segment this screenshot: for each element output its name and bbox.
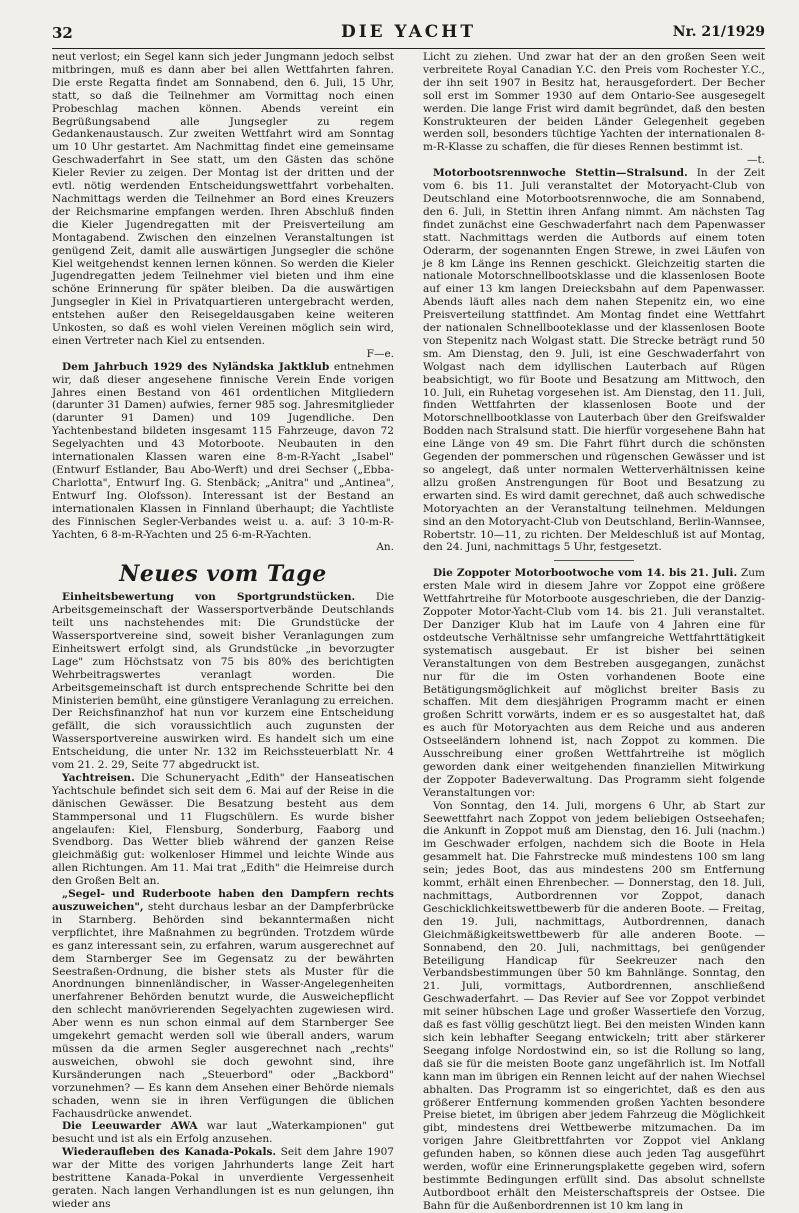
article-heading: Motorbootsrennwoche Stettin—Stralsund. [433,167,688,180]
article-body: Die Arbeitsgemeinschaft der Wassersportverbände Deutschlands teilt uns nachstehendes mit: Die Grundstücke der Wassersportvereine sind, soweit bisher Veranlagungen zum Einheitswert erfolgt sind, als Grundstücke „in bevorzugter Lage" zum Höchstsatz von 75 bis 80% des berichtigten Wehrbeitragswertes veranlagt worden. Die Arbeitsgemeinschaft ist durch entsprechende Schritte bei den Ministerien bemüht, eine günstigere Veranlagung zu erreichen. Der Reichsfinanzhof hat nun vor kurzem eine Entscheidung gefällt, die sich voraussichtlich auch zugunsten der Wassersportvereine auswirken wird. Es handelt sich um eine Entscheidung, die unter Nr. 132 im Reichssteuerblatt Nr. 4 vom 21. 2. 29, Seite 77 abgedruckt ist. [52,591,394,772]
divider [554,560,634,561]
article-heading: Die Zoppoter Motorbootwoche vom 14. bis 21. Juli. [433,567,738,580]
article-paragraph [423,167,765,554]
article-paragraph [52,772,394,888]
article-heading: Einheitsbewertung von Sportgrundstücken. [62,591,356,604]
article-body: Seit dem Jahre 1907 war der Mitte des vorigen Jahrhunderts lange Zeit hart bestrittene Kanada-Pokal in unverdiente Vergessenheit geraten. Nach langen Verhandlungen ist es nun gelungen, ihn wieder ans [52,1146,394,1210]
article-paragraph [52,888,394,1120]
article-paragraph: Von Sonntag, den 14. Juli, morgens 6 Uhr, ab Start zur Seewettfahrt nach Zoppot von jedem beliebigen Ostseehafen; die Ankunft in Zoppot muß am Dienstag, den 16. Juli (nachm.) im Geschwader erfolgen, nachdem sich die Boote in Hela gesammelt hat. Die Fahrstrecke muß mindestens 100 sm lang sein; jedes Boot, das aus mindestens 200 sm Entfernung kommt, erhält einen Ehrenbecher. — Donnerstag, den 18. Juli, nachmittags, Autbordrennen vor Zoppot, danach Geschicklichkeitswettbewerb für die anderen Boote. — Freitag, den 19. Juli, nachmittags, Autbordrennen, danach Gleichmäßigkeitswettbewerb für alle anderen Boote. — Sonnabend, den 20. Juli, nachmittags, bei genügender Beteiligung Handicap für Seekreuzer nach den Verbandsbestimmungen über 50 km Bahnlänge. Sonntag, den 21. Juli, vormittags, Autbordrennen, anschließend Geschwaderfahrt. — Das Revier auf See vor Zoppot verbindet mit seiner hübschen Lage und großer Wassertiefe den Vorzug, daß es fast völlig geschützt liegt. Bei den meisten Winden kann sich kein lebhafter Seegang entwickeln; tritt aber stärkerer Seegang infolge Nordostwind ein, so ist die Rollung so lang, daß sie für die meisten Boote ganz ungefährlich ist. Im Notfall kann man im übrigen ein Rennen leicht auf der nahen Wiechsel abhalten. Das Programm ist so eingerichtet, daß es den aus größerer Entfernung kommenden großen Yachten besondere Preise bietet, im übrigen aber jedem Fahrzeug die Möglichkeit gibt, mindestens drei Wettbewerbe mitzumachen. Da im vorigen Jahre Gleitbrettfahrten vor Zoppot viel Anklang gefunden haben, so können diese auch jeden Tag ausgeführt werden, wofür eine Erinnerungsplakette gegeben wird, sofern bestimmte Bedingungen erfüllt sind. Das absolut schnellste Autbordboot erhält den Meisterschaftspreis der Ostsee. Die Bahn für die Außenbordrennen ist 10 km lang in [423,799,765,1212]
article-body: entnehmen wir, daß dieser angesehene finnische Verein Ende vorigen Jahres einen Bestand von 461 ordentlichen Mitgliedern (darunter 31 Damen) aufwies, ferner 985 sog. Jahresmitglieder (darunter 91 Damen) und 109 Jugendliche. Den Yachtenbestand bildeten insgesamt 115 Fahrzeuge, davon 72 Segelyachten und 43 Motorboote. Neubauten in den internationalen Klassen waren eine 8-m-R-Yacht „Isabel" (Entwurf Estlander, Bau Abo-Werft) und drei Sechser („Ebba-Charlotta", Entwurf Ing. G. Stenbäck; „Anitra" und „Antinea", Entwurf Ing. Olofsson). Interessant ist der Bestand an internationalen Klassen in Finnland überhaupt; die Yachtliste des Finnischen Segler-Verbandes weist u. a. auf: 3 10-m-R-Yachten, 6 8-m-R-Yachten und 25 6-m-R-Yachten. [52,360,394,541]
article-paragraph [52,1120,394,1146]
page-header [52,22,765,49]
magazine-title: DIE YACHT [340,22,477,42]
article-heading: Dem Jahrbuch 1929 des Nyländska Jaktklub [62,360,330,373]
article-heading: Die Leeuwarder AWA [62,1120,198,1133]
article-body: In der Zeit vom 6. bis 11. Juli veranstaltet der Motoryacht-Club von Deutschland eine Motorbootsrennwoche, die am Sonnabend, den 6. Juli, in Stettin ihren Anfang nimmt. Am nächsten Tag findet zunächst eine Geschwaderfahrt nach dem Papenwasser statt. Nachmittags werden die Autbords auf einem toten Oderarm, der sogenannten Engen Strewe, in zwei Läufen von je 8 km Länge ins Rennen geschickt. Gleichzeitig starten die nationale Motorschnellbootsklasse und die klassenlosen Boote auf einer 13 km langen Dreiecksbahn auf dem Papenwasser. Abends läuft alles nach dem nahen Stepenitz ein, wo eine Preisverteilung stattfindet. Am Montag findet eine Wettfahrt der nationalen Schnellbooteklasse und der klassenlosen Boote von Stepenitz nach Wolgast statt. Die Strecke beträgt rund 50 sm. Am Dienstag, den 9. Juli, ist eine Geschwaderfahrt von Wolgast nach dem idyllischen Lauterbach auf Rügen beabsichtigt, wo für Boote und Besatzung am Mittwoch, den 10. Juli, ein Ruhetag vorgesehen ist. Am Dienstag, den 11. Juli, finden Wettfahrten der klassenlosen Boote und der Motorschnellbootklasse von Lauterbach über den Greifswalder Bodden nach Stralsund statt. Die hierfür vorgesehene Bahn hat eine Länge von 49 sm. Die Fahrt führt durch die schönsten Gegenden der pommerschen und rügenschen Gewässer und ist so angelegt, daß unter normalen Wetterverhältnissen keine allzu großen Anstrengungen für Boot und Besatzung zu erwarten sind. Es wird damit gerechnet, daß auch schwedische Motoryachten an der Veranstaltung teilnehmen. Meldungen sind an den Motoryacht-Club von Deutschland, Berlin-Wannsee, Robertstr. 10—11, zu richten. Der Meldeschluß ist auf Montag, den 24. Juni, nachmittags 5 Uhr, festgesetzt. [423,167,765,554]
issue-number: Nr. 21/1929 [672,24,765,40]
article-paragraph [52,361,394,542]
left-column [52,51,394,1213]
signature: An. [376,541,394,554]
article-body: steht durchaus lesbar an der Dampferbrücke in Starnberg. Behörden sind bekanntermaßen nicht verpflichtet, ihre Maßnahmen zu begründen. Trotzdem würde es ganz interessant sein, zu erfahren, warum ausgerechnet auf dem Starnberger See im Gegensatz zu der bewährten Seestraßen-Ordnung, die bisher stets als Muster für die Anordnungen binnenländischer, in Wasser-Angelegenheiten unerfahrener Behörden benutzt wurde, die Ausweichepflicht den schlecht manövrierenden Segelyachten zugewiesen wird. Aber wenn es nun schon einmal auf dem Starnberger See umgekehrt gemacht werden soll wie überall anders, warum müssen da die armen Segler ausgerechnet nach „rechts" ausweichen, obwohl sie doch gewohnt sind, ihre Kursänderungen nach „Steuerbord" oder „Backbord" vorzunehmen? — Es kann dem Ansehen einer Behörde niemals schaden, wenn sie in ihren Verfügungen die üblichen Fachausdrücke anwendet. [52,901,394,1120]
signature: F—e. [366,347,394,360]
section-heading: Neues vom Tage [119,561,327,588]
article-paragraph [52,591,394,772]
article-paragraph [423,567,765,799]
article-heading: Wiederaufleben des Kanada-Pokals. [62,1146,277,1159]
article-heading: Yachtreisen. [62,771,135,784]
columns [52,51,765,1213]
article-paragraph [52,1146,394,1211]
article-heading: „Segel- und Ruderboote haben den Dampfern rechts auszuweichen", [52,888,394,913]
article-body: Die Schuneryacht „Edith" der Hanseatischen Yachtschule befindet sich seit dem 6. Mai auf der Reise in die dänischen Gewässer. Die Besatzung besteht aus dem Stammpersonal und 11 Flugschülern. Es wurde bisher angelaufen: Kiel, Flensburg, Sonderburg, Faaborg und Svendborg. Das Wetter blieb während der ganzen Reise gleichmäßig gut: wolkenloser Himmel und leichte Winde aus allen Richtungen. Am 11. Mai trat „Edith" die Heimreise durch den Großen Belt an. [52,771,394,888]
page-number: 32 [52,24,73,42]
article-body: Zum ersten Male wird in diesem Jahre vor Zoppot eine größere Wettfahrtreihe für Motorboote ausgeschrieben, die der Danzig-Zoppoter Motor-Yacht-Club vom 14. bis 21. Juli veranstaltet. Der Danziger Klub hat im Laufe von 4 Jahren eine für ostdeutsche Verhältnisse sehr umfangreiche Wettfahrttätigkeit systematisch ausgebaut. Er ist bisher bei seinen Veranstaltungen von dem Bestreben ausgegangen, zunächst nur für die im Osten vorhandenen Boote eine Betätigungsmöglichkeit auf möglichst breiter Basis zu schaffen. Mit dem diesjährigen Programm macht er einen großen Schritt vorwärts, indem er es so ausgestaltet hat, daß es auch für Motoryachten aus dem Reiche und aus anderen Ostseeländern lohnend ist, nach Zoppot zu kommen. Die Ausschreibung einer großen Wettfahrtreihe ist möglich geworden dank einer weitgehenden finanziellen Mitwirkung der Zoppoter Badeverwaltung. Das Programm sieht folgende Veranstaltungen vor: [423,567,765,799]
article-paragraph: neut verlost; ein Segel kann sich jeder Jungmann jedoch selbst mitbringen, muß es dann aber bei allen Wettfahrten fahren. Die erste Regatta findet am Sonnabend, den 6. Juli, 15 Uhr, statt, so daß die Teilnehmer am Vormittag noch einen Probeschlag machen können. Abends vereint ein Begrüßungsabend alle Jungsegler zu regem Gedankenaustausch. Zur zweiten Wettfahrt wird am Sonntag um 10 Uhr gestartet. Am Nachmittag findet eine gemeinsame Geschwaderfahrt in See statt, um den Gästen das schöne Kieler Revier zu zeigen. Der Montag ist der dritten und der evtl. nötig werdenden Entscheidungswettfahrt vorbehalten. Nachmittags werden die Teilnehmer an Bord eines Kreuzers der Reichsmarine empfangen werden. Ihren Abschluß finden die Kieler Jugendregatten mit der Preisverteilung am Montagabend. Zwischen den einzelnen Veranstaltungen ist genügend Zeit, damit alle auswärtigen Jungsegler die schöne Kiel weitgehendst kennen lernen können. So werden die Kieler Jugendregatten jedem Teilnehmer viel bieten und ihm eine schöne Erinnerung für später bleiben. Da die auswärtigen Jungsegler in Kiel in Privatquartieren untergebracht werden, entstehen außer den Reisegeldausgaben keine weiteren Unkosten, so daß es wohl vielen Vereinen möglich sein wird, einen Vertreter nach Kiel zu entsenden. [52,51,394,347]
signature: —t. [746,154,765,167]
article-body: war laut „Waterkampionen" gut besucht und ist als ein Erfolg anzusehen. [52,1120,394,1146]
article-paragraph: Licht zu ziehen. Und zwar hat der an den großen Seen weit verbreitete Royal Canadian Y.C. den Preis vom Rochester Y.C., der ihn seit 1907 in Besitz hat, herausgefordert. Der Becher soll erst im Sommer 1930 auf dem Ontario-See ausgesegelt werden. Die lange Frist wird damit begründet, daß den besten Konstrukteuren der beiden Länder Gelegenheit gegeben werden soll, besonders tüchtige Yachten der internationalen 8-m-R-Klasse zu schaffen, die für dieses Rennen bestimmt ist. [423,51,765,154]
right-column [423,51,765,1213]
